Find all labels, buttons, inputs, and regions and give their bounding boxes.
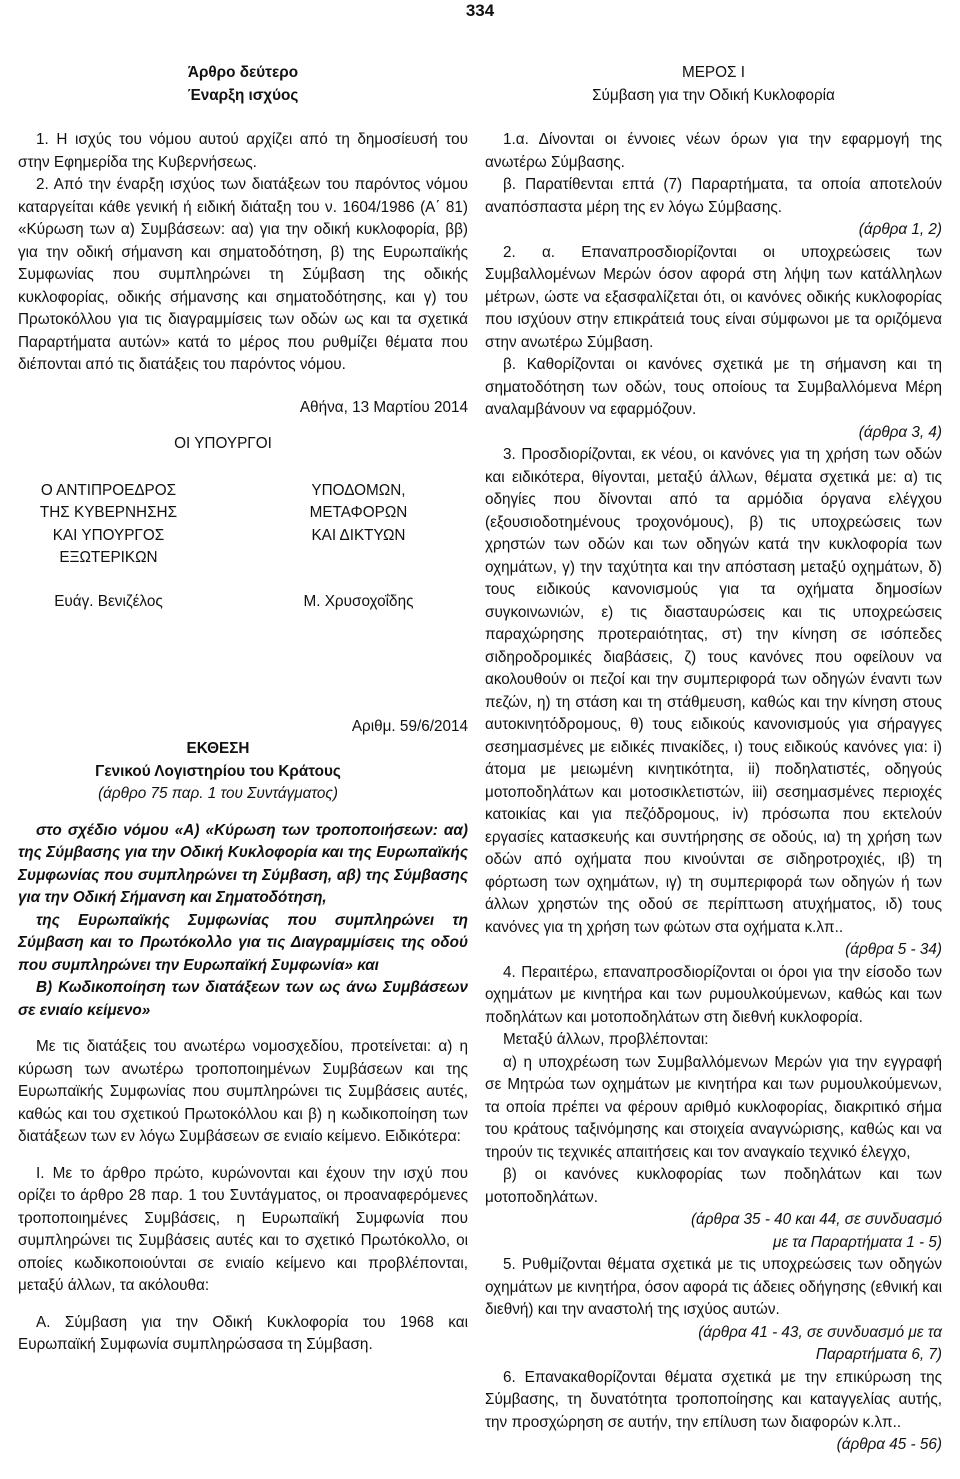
page-number: 334 — [465, 1, 495, 20]
paragraph-1: 1. Η ισχύς του νόμου αυτού αρχίζει από τη δημοσίευσή του στην Εφημερίδα της Κυβερνήσεως. — [18, 131, 468, 171]
article-ref: (άρθρα 5 - 34) — [845, 941, 942, 958]
paragraph-3: Με τις διατάξεις του ανωτέρω νομοσχεδίου, προτείνεται: α) η κύρωση των ανωτέρω τροποποιημένων Συμβάσεων και της Ευρωπαϊκής Συμφωνίας που συμπληρώνει τις Συμβάσεις αυτές, καθώς και του σχετικού Πρωτοκόλλου και β) η κωδικοποίηση των διατάξεων των εν λόγω Συμβάσεων σε ενιαίο κείμενο. Ειδικότερα: — [18, 1038, 468, 1145]
ministers-heading: ΟΙ ΥΠΟΥΡΓΟΙ — [174, 435, 272, 452]
bill-title-2: της Ευρωπαϊκής Συμφωνίας που συμπληρώνει τη Σύμβαση και το Πρωτόκολλο για τις Διαγραμμίσεις της οδού που συμπληρώνει την Ευρωπαϊκή Συμφωνία» και — [18, 911, 468, 974]
report-number: Αριθμ. 59/6/2014 — [351, 717, 468, 735]
section-4b: β) οι κανόνες κυκλοφορίας των ποδηλάτων και των μοτοποδηλάτων. — [485, 1166, 942, 1206]
signatory-title-line: ΥΠΟΔΟΜΩΝ, — [311, 481, 406, 499]
signatory-name: Ευάγ. Βενιζέλος — [54, 592, 163, 610]
article-ref: (άρθρα 41 - 43, σε συνδυασμό με τα — [698, 1323, 942, 1341]
article-ref: (άρθρα 45 - 56) — [836, 1436, 942, 1453]
article-ref: (άρθρα 35 - 40 και 44, σε συνδυασμό — [690, 1211, 942, 1228]
left-column — [18, 56, 468, 1357]
signatory-left — [18, 480, 199, 614]
article-ref: Παραρτήματα 6, 7) — [815, 1346, 942, 1363]
article-ref: (άρθρα 3, 4) — [858, 423, 942, 441]
signatory-right — [249, 480, 468, 614]
signatures-block — [18, 480, 468, 614]
signatory-title-line: ΤΗΣ ΚΥΒΕΡΝΗΣΗΣ — [39, 504, 178, 521]
section-5: 5. Ρυθμίζονται θέματα σχετικά με τις υποχρεώσεις των οδηγών οχημάτων με κινητήρα, όσον αφορά τις άδειες οδήγησης (εθνική και διεθνή) και την αναστολή της ισχύος αυτών. — [485, 1256, 942, 1318]
signatory-title-line: Ο ΑΝΤΙΠΡΟΕΔΡΟΣ — [40, 481, 177, 499]
bill-title-1: στο σχέδιο νόμου «Α) «Κύρωση των τροποποιήσεων: αα) της Σύμβασης για την Οδική Κυκλοφορία και της Ευρωπαϊκής Συμφωνίας που συμπληρώνει τη Σύμβαση, αβ) της Σύμβασης για την Οδική Σήμανση και Σηματοδότηση, — [18, 821, 468, 906]
paragraph-2: 2. Από την έναρξη ισχύος των διατάξεων του παρόντος νόμου καταργείται κάθε γενική ή ειδική διάταξη του ν. 1604/1986 (Α΄ 81) «Κύρωση των α) Συμβάσεων: αα) για την οδική κυκλοφορία, ββ) για την οδική σήμανση και σηματοδότηση, β) της Ευρωπαϊκής Συμφωνίας που συμπληρώνει τη Σύμβαση της οδικής κυκλοφορίας, οδικής σήμανσης και σηματοδότησης, και γ) του Πρωτοκόλλου για τις διαγραμμίσεις των οδών ως και τα σχετικά Παραρτήματα αυτών» κατά το μέρος που ρυθμίζει θέματα που διέπονται από τις διατάξεις του παρόντος νόμου. — [18, 176, 468, 373]
right-column — [485, 56, 942, 1457]
article-subheading: Έναρξη ισχύος — [187, 86, 299, 104]
article-heading: Άρθρο δεύτερο — [187, 64, 299, 81]
section-6: 6. Επανακαθορίζονται θέματα σχετικά με την επικύρωση της Σύμβασης, τη δυνατότητα τροποποίησης και καταγγελίας αυτής, την προσχώρηση σε αυτήν, την επίλυση των διαφορών κ.λπ.. — [485, 1368, 942, 1431]
part-heading: ΜΕΡΟΣ Ι — [681, 64, 745, 81]
section-1b: β. Παρατίθενται επτά (7) Παραρτήματα, τα οποία αποτελούν αναπόσπαστα μέρη της εν λόγω Σύμβασης. — [485, 176, 942, 216]
article-ref: με τα Παραρτήματα 1 - 5) — [772, 1233, 942, 1251]
report-subtitle: Γενικού Λογιστηρίου του Κράτους — [95, 762, 341, 780]
section-2b: β. Καθορίζονται οι κανόνες σχετικά με τη σήμανση και τη σηματοδότηση των οδών, τους οποίους τα Συμβαλλόμενα Μέρη αναλαμβάνουν να εφαρμόζουν. — [485, 356, 942, 418]
signatory-name: Μ. Χρυσοχοΐδης — [303, 593, 414, 610]
report-title: ΕΚΘΕΣΗ — [186, 740, 250, 757]
section-4: 4. Περαιτέρω, επαναπροσδιορίζονται οι όροι για την είσοδο των οχημάτων με κινητήρα και των ρυμουλκούμενων, καθώς και των ποδηλάτων και μοτοποδηλάτων στη διεθνή κυκλοφορία. — [485, 963, 942, 1026]
signatory-title-line: ΚΑΙ ΥΠΟΥΡΓΟΣ — [52, 526, 165, 544]
signatory-title-line: ΚΑΙ ΔΙΚΤΥΩΝ — [311, 526, 406, 544]
section-4-intro: Μεταξύ άλλων, προβλέπονται: — [503, 1031, 709, 1048]
bill-title-3: Β) Κωδικοποίηση των διατάξεων των ως άνω Συμβάσεων σε ενιαίο κείμενο» — [18, 979, 468, 1019]
signatory-title-line: ΜΕΤΑΦΟΡΩΝ — [309, 504, 408, 521]
section-3: 3. Προσδιορίζονται, εκ νέου, οι κανόνες για τη χρήση των οδών και ειδικότερα, θίγονται, μεταξύ άλλων, θέματα σχετικά με: α) τις οδηγίες που δίνονται από τα αρμόδια όργανα ελέγχου (εξουσιοδοτημένους τροχονόμους), β) τις υποχρεώσεις των χρηστών των οδών και των οδηγών κατά την κυκλοφορία των οχημάτων, γ) την ταχύτητα και την απόσταση μεταξύ οχημάτων, δ) τους ειδικούς κανονισμούς για τα οχήματα δημοσίων συγκοινωνιών, ε) τις διασταυρώσεις και τις υποχρεώσεις παραχώρησης προτεραιότητας, στ) την κίνηση σε ισόπεδες σιδηροδρομικές διαβάσεις, ζ) τους κανόνες που οφείλουν να ακολουθούν οι πεζοί και την συμπεριφορά των οδηγών έναντι των πεζών, η) τη στάση και τη στάθμευση, καθώς και την κίνηση στους αυτοκινητόδρομους, θ) τους ειδικούς κανονισμούς για σήραγγες σεσημασμένες με ειδικές πινακίδες, ι) τους ειδικούς κανόνες για: i) άτομα με μειωμένη κινητικότητα, ii) ποδηλατιστές, οδηγούς μοτοποδηλάτων και μοτοσικλετιστών, iii) σεσημασμένες περιοχές κατοικίας και για πεζόδρομους, iv) πρόσωπα που εκτελούν εργασίες κατασκευής και συντήρησης σε οδούς, ια) τη χρήση των οδών από οχήματα που κινούνται σε σιδηροτροχιές, ιβ) τη φόρτωση των οχημάτων, ιγ) τη συμπεριφορά των οδηγών ή των άλλων χρηστών της οδού σε περίπτωση ατυχήματος, ιδ) τους κανόνες για τη χρήση των φώτων στα οχήματα κ.λπ.. — [485, 446, 942, 936]
paragraph-4: Ι. Με το άρθρο πρώτο, κυρώνονται και έχουν την ισχύ που ορίζει το άρθρο 28 παρ. 1 του Συντάγματος, οι προαναφερόμενες τροποποιημένες Συμβάσεις, η Ευρωπαϊκή Συμφωνία που συμπληρώνει τις Συμβάσεις αυτές και το σχετικό Πρωτόκολλο, οι οποίες κωδικοποιούνται σε ενιαίο κείμενο και προβλέπονται, μεταξύ άλλων, τα ακόλουθα: — [18, 1164, 468, 1294]
article-ref: (άρθρα 1, 2) — [858, 221, 942, 238]
section-2a: 2. α. Επαναπροσδιορίζονται οι υποχρεώσεις των Συμβαλλομένων Μερών όσον αφορά στη λήψη των κατάλληλων μέτρων, ώστε να εξασφαλίζεται ότι, οι κανόνες οδικής κυκλοφορίας που ισχύουν στην επικράτειά τους είναι σύμφωνοι με τα οριζόμενα στην ανωτέρω Σύμβαση. — [485, 243, 942, 351]
part-title: Σύμβαση για την Οδική Κυκλοφορία — [592, 86, 835, 104]
signatory-title-line: ΕΞΩΤΕΡΙΚΩΝ — [59, 549, 158, 566]
section-1a: 1.α. Δίνονται οι έννοιες νέων όρων για την εφαρμογή της ανωτέρω Σύμβασης. — [485, 131, 942, 171]
signing-date: Αθήνα, 13 Μαρτίου 2014 — [299, 398, 468, 416]
report-article-ref: (άρθρο 75 παρ. 1 του Συντάγματος) — [98, 785, 338, 802]
section-4a: α) η υποχρέωση των Συμβαλλόμενων Μερών για την εγγραφή σε Μητρώα των οχημάτων με κινητήρα και των ρυμουλκούμενων, τα οποία πρέπει να φέρουν αριθμό κυκλοφορίας, διακριτικό σήμα του κράτους ταξινόμησης και στοιχεία αναγνώρισης, καθώς και να τηρούν τις τεχνικές απαιτήσεις και τον αναγκαίο τεχνικό έλεγχο, — [485, 1053, 942, 1161]
paragraph-5: Α. Σύμβαση για την Οδική Κυκλοφορία του 1968 και Ευρωπαϊκή Συμφωνία συμπληρώσασα τη Σύμβαση. — [18, 1313, 468, 1353]
